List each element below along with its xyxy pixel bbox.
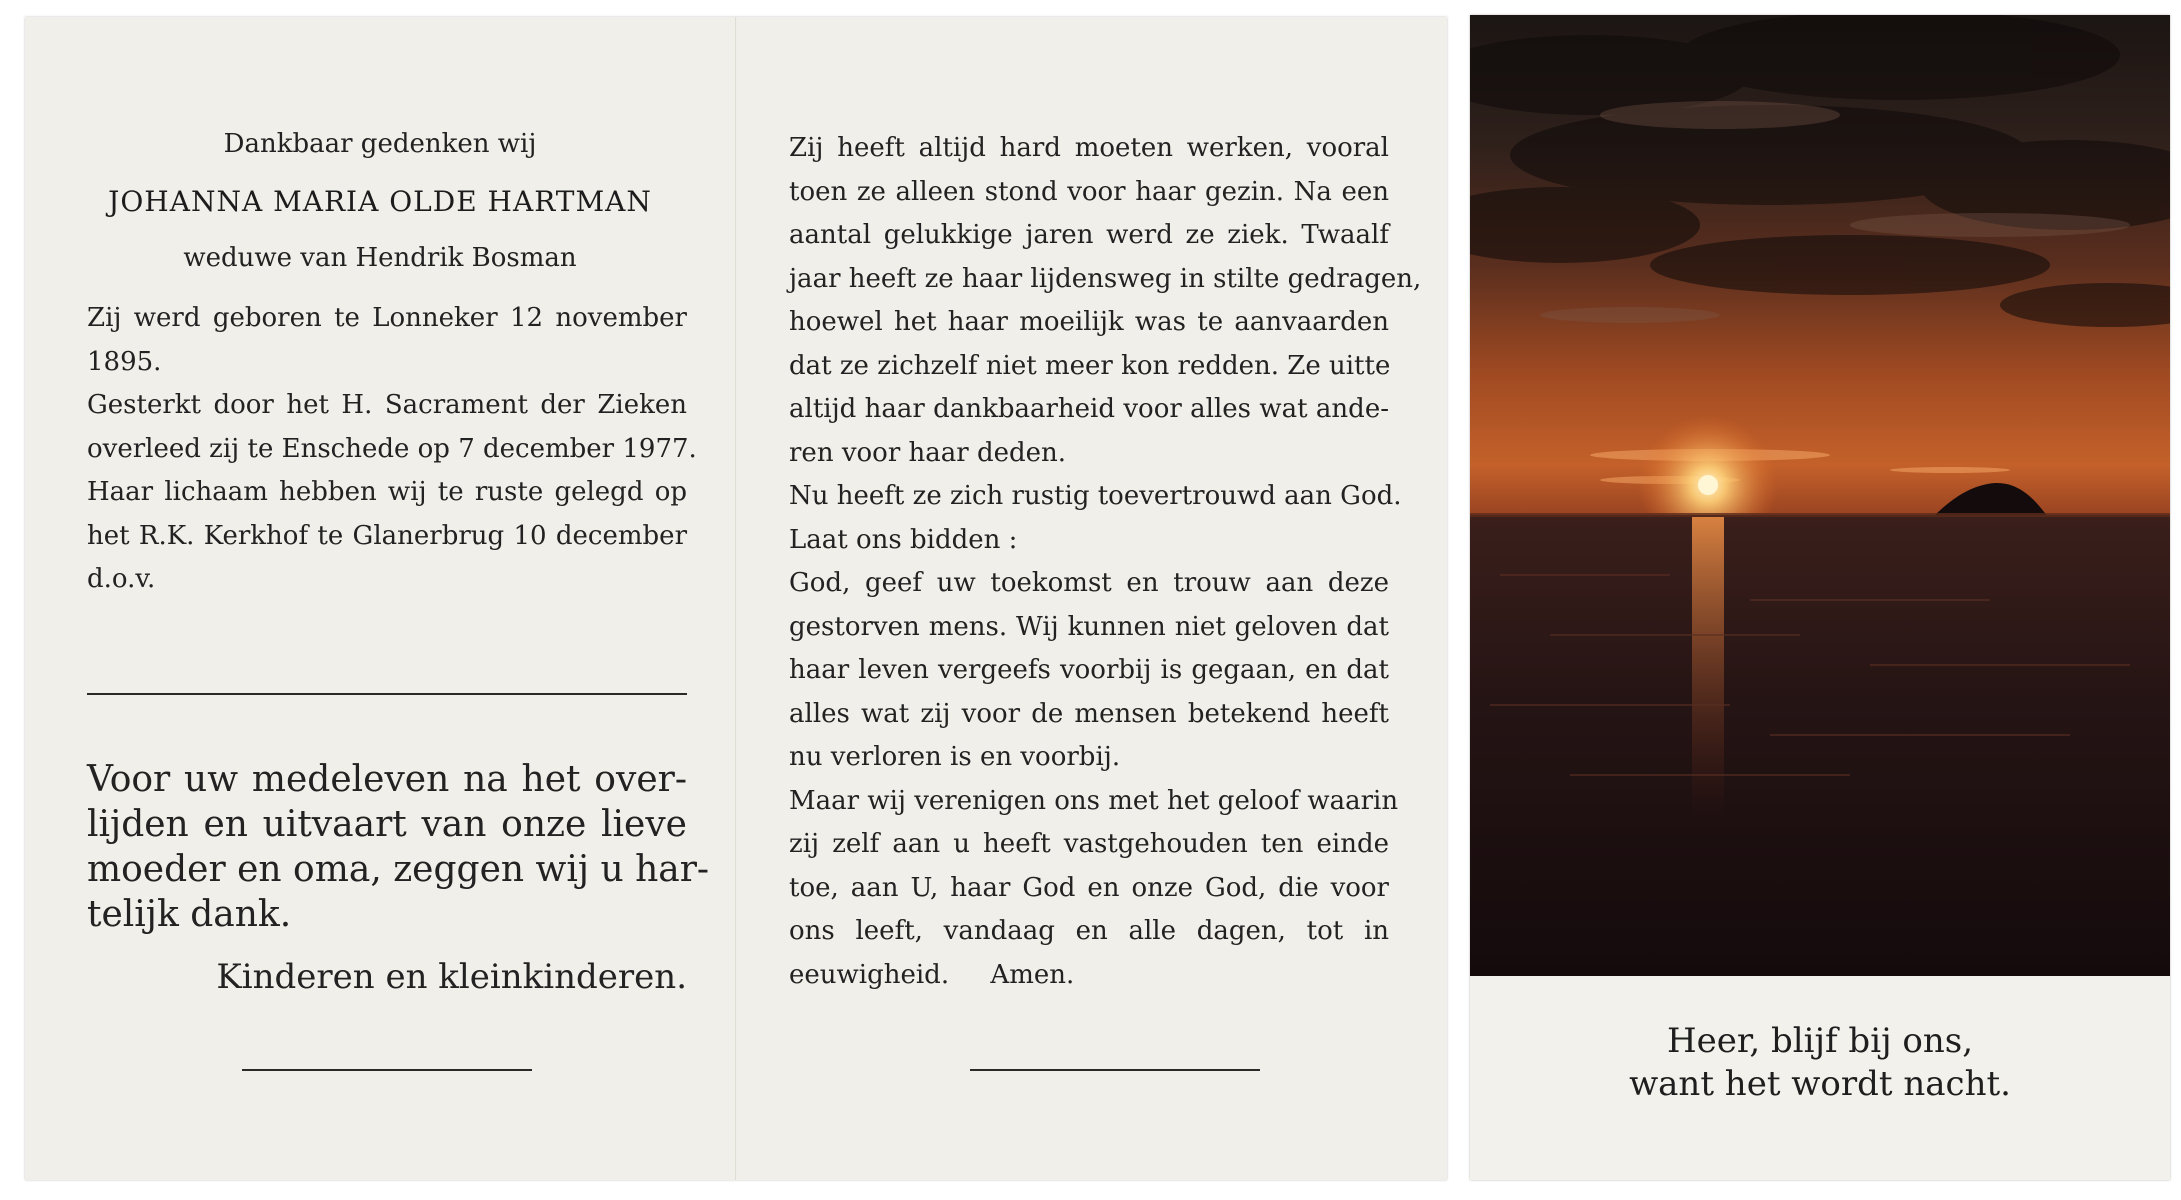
thanks-line: Voor uw medeleven na het over- (87, 759, 687, 800)
closing-rule-right (970, 1069, 1260, 1071)
bio-line: Gesterkt door het H. Sacrament der Zieken (87, 390, 687, 420)
bio-line: d.o.v. (87, 564, 156, 594)
prayer-line: nu verloren is en voorbij. (789, 742, 1121, 772)
bio-line: Haar lichaam hebben wij te ruste gelegd op (87, 477, 687, 507)
remembrance-heading: Dankbaar gedenken wij (223, 129, 537, 159)
thanks-line: moeder en oma, zeggen wij u har- (87, 849, 710, 890)
prayer-line: God, geef uw toekomst en trouw aan deze (789, 568, 1389, 598)
bio-line: overleed zij te Enschede op 7 december 1977. (87, 433, 697, 464)
prayer-line: haar leven vergeefs voorbij is gegaan, en dat (789, 655, 1389, 685)
left-panel (25, 17, 735, 1180)
prayer-line: altijd haar dankbaarheid voor alles wat ande- (789, 394, 1389, 424)
bio-line: 1895. (87, 346, 162, 377)
widow-of-line: weduwe van Hendrik Bosman (183, 243, 577, 273)
thank-you-text (87, 757, 710, 937)
prayer-line: alles wat zij voor de mensen betekend heeft (789, 698, 1389, 729)
prayer-line: dat ze zichzelf niet meer kon redden. Ze uitte (789, 350, 1391, 381)
closing-rule-left (242, 1069, 532, 1071)
prayer-line: Nu heeft ze zich rustig toevertrouwd aan God. (789, 481, 1402, 511)
prayer-text (789, 127, 1422, 997)
bio-line: het R.K. Kerkhof te Glanerbrug 10 december (87, 520, 687, 551)
prayer-line: ren voor haar deden. (789, 437, 1067, 468)
prayer-line: zij zelf aan u heeft vastgehouden ten einde (789, 829, 1389, 859)
biography-text (87, 297, 697, 602)
thanks-line: telijk dank. (87, 894, 292, 935)
sunset-sea-photo (1470, 15, 2170, 976)
prayer-line: Zij heeft altijd hard moeten werken, vooral (789, 133, 1389, 163)
prayer-line: hoewel het haar moeilijk was te aanvaarden (789, 307, 1389, 337)
prayer-line: eeuwigheid. Amen. (789, 959, 1075, 990)
photo-caption (1470, 1020, 2170, 1106)
caption-line: want het wordt nacht. (1629, 1064, 2011, 1104)
prayer-line: aantal gelukkige jaren werd ze ziek. Twaalf (789, 220, 1389, 250)
folded-prayer-card (25, 17, 1447, 1180)
prayer-line: toen ze alleen stond voor haar gezin. Na een (789, 176, 1389, 207)
prayer-line: Laat ons bidden : (789, 524, 1018, 555)
middle-panel (737, 17, 1447, 1180)
prayer-line: ons leeft, vandaag en alle dagen, tot in (789, 916, 1389, 946)
prayer-line: gestorven mens. Wij kunnen niet geloven dat (789, 611, 1389, 642)
divider-rule (87, 693, 687, 695)
prayer-line: toe, aan U, haar God en onze God, die voor (789, 872, 1389, 903)
deceased-name: JOHANNA MARIA OLDE HARTMAN (108, 185, 652, 218)
prayer-line: Maar wij verenigen ons met het geloof waarin (789, 785, 1399, 816)
prayer-line: jaar heeft ze haar lijdensweg in stilte gedragen, (789, 263, 1422, 294)
family-signature: Kinderen en kleinkinderen. (216, 957, 687, 997)
caption-line: Heer, blijf bij ons, (1666, 1021, 1974, 1061)
thanks-line: lijden en uitvaart van onze lieve (87, 804, 687, 845)
photo-card (1470, 15, 2170, 1180)
bio-line: Zij werd geboren te Lonneker 12 november (87, 303, 687, 333)
